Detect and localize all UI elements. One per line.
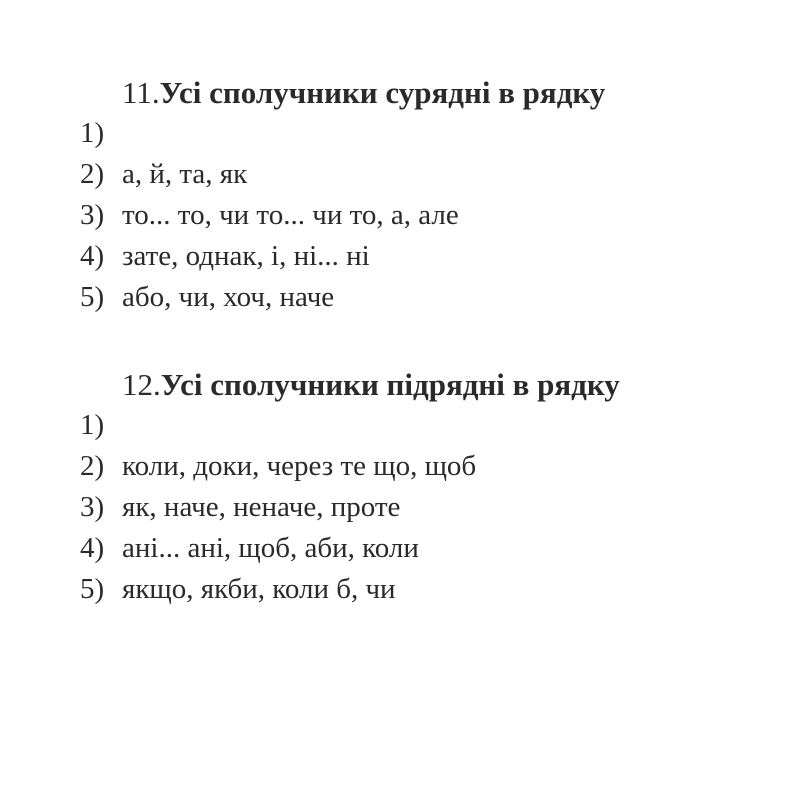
option-text: то... то, чи то... чи то, а, але [122, 199, 459, 231]
option-text: або, чи, хоч, наче [122, 281, 335, 313]
option-marker: 3) [80, 491, 105, 523]
option-text: як, наче, неначе, проте [122, 491, 401, 523]
answer-option [80, 113, 760, 154]
answer-option [80, 487, 760, 528]
option-marker: 1) [80, 409, 105, 441]
question-number: 11. [122, 75, 160, 110]
answer-option [80, 195, 760, 236]
answer-option [80, 446, 760, 487]
option-text: а, й, та, як [122, 158, 248, 190]
question-11 [80, 73, 760, 318]
answer-option [80, 569, 760, 610]
answer-options [80, 113, 760, 318]
option-marker: 5) [80, 281, 105, 313]
question-text: Усі сполучники сурядні в рядку [159, 75, 606, 110]
option-marker: 5) [80, 573, 105, 605]
answer-option [80, 236, 760, 277]
question-12 [80, 365, 760, 610]
answer-options [80, 405, 760, 610]
question-title [80, 73, 760, 113]
option-text: ані... ані, щоб, аби, коли [122, 532, 419, 564]
option-marker: 1) [80, 117, 105, 149]
option-marker: 4) [80, 240, 105, 272]
option-text: якщо, якби, коли б, чи [122, 573, 396, 605]
option-marker: 3) [80, 199, 105, 231]
question-number: 12. [122, 367, 161, 402]
answer-option [80, 154, 760, 195]
option-text: коли, доки, через те що, щоб [122, 450, 477, 482]
answer-option [80, 528, 760, 569]
option-marker: 4) [80, 532, 105, 564]
option-marker: 2) [80, 450, 105, 482]
question-title [80, 365, 760, 405]
question-text: Усі сполучники підрядні в рядку [160, 367, 620, 402]
answer-option [80, 277, 760, 318]
option-marker: 2) [80, 158, 105, 190]
option-text: зате, однак, і, ні... ні [122, 240, 370, 272]
answer-option [80, 405, 760, 446]
